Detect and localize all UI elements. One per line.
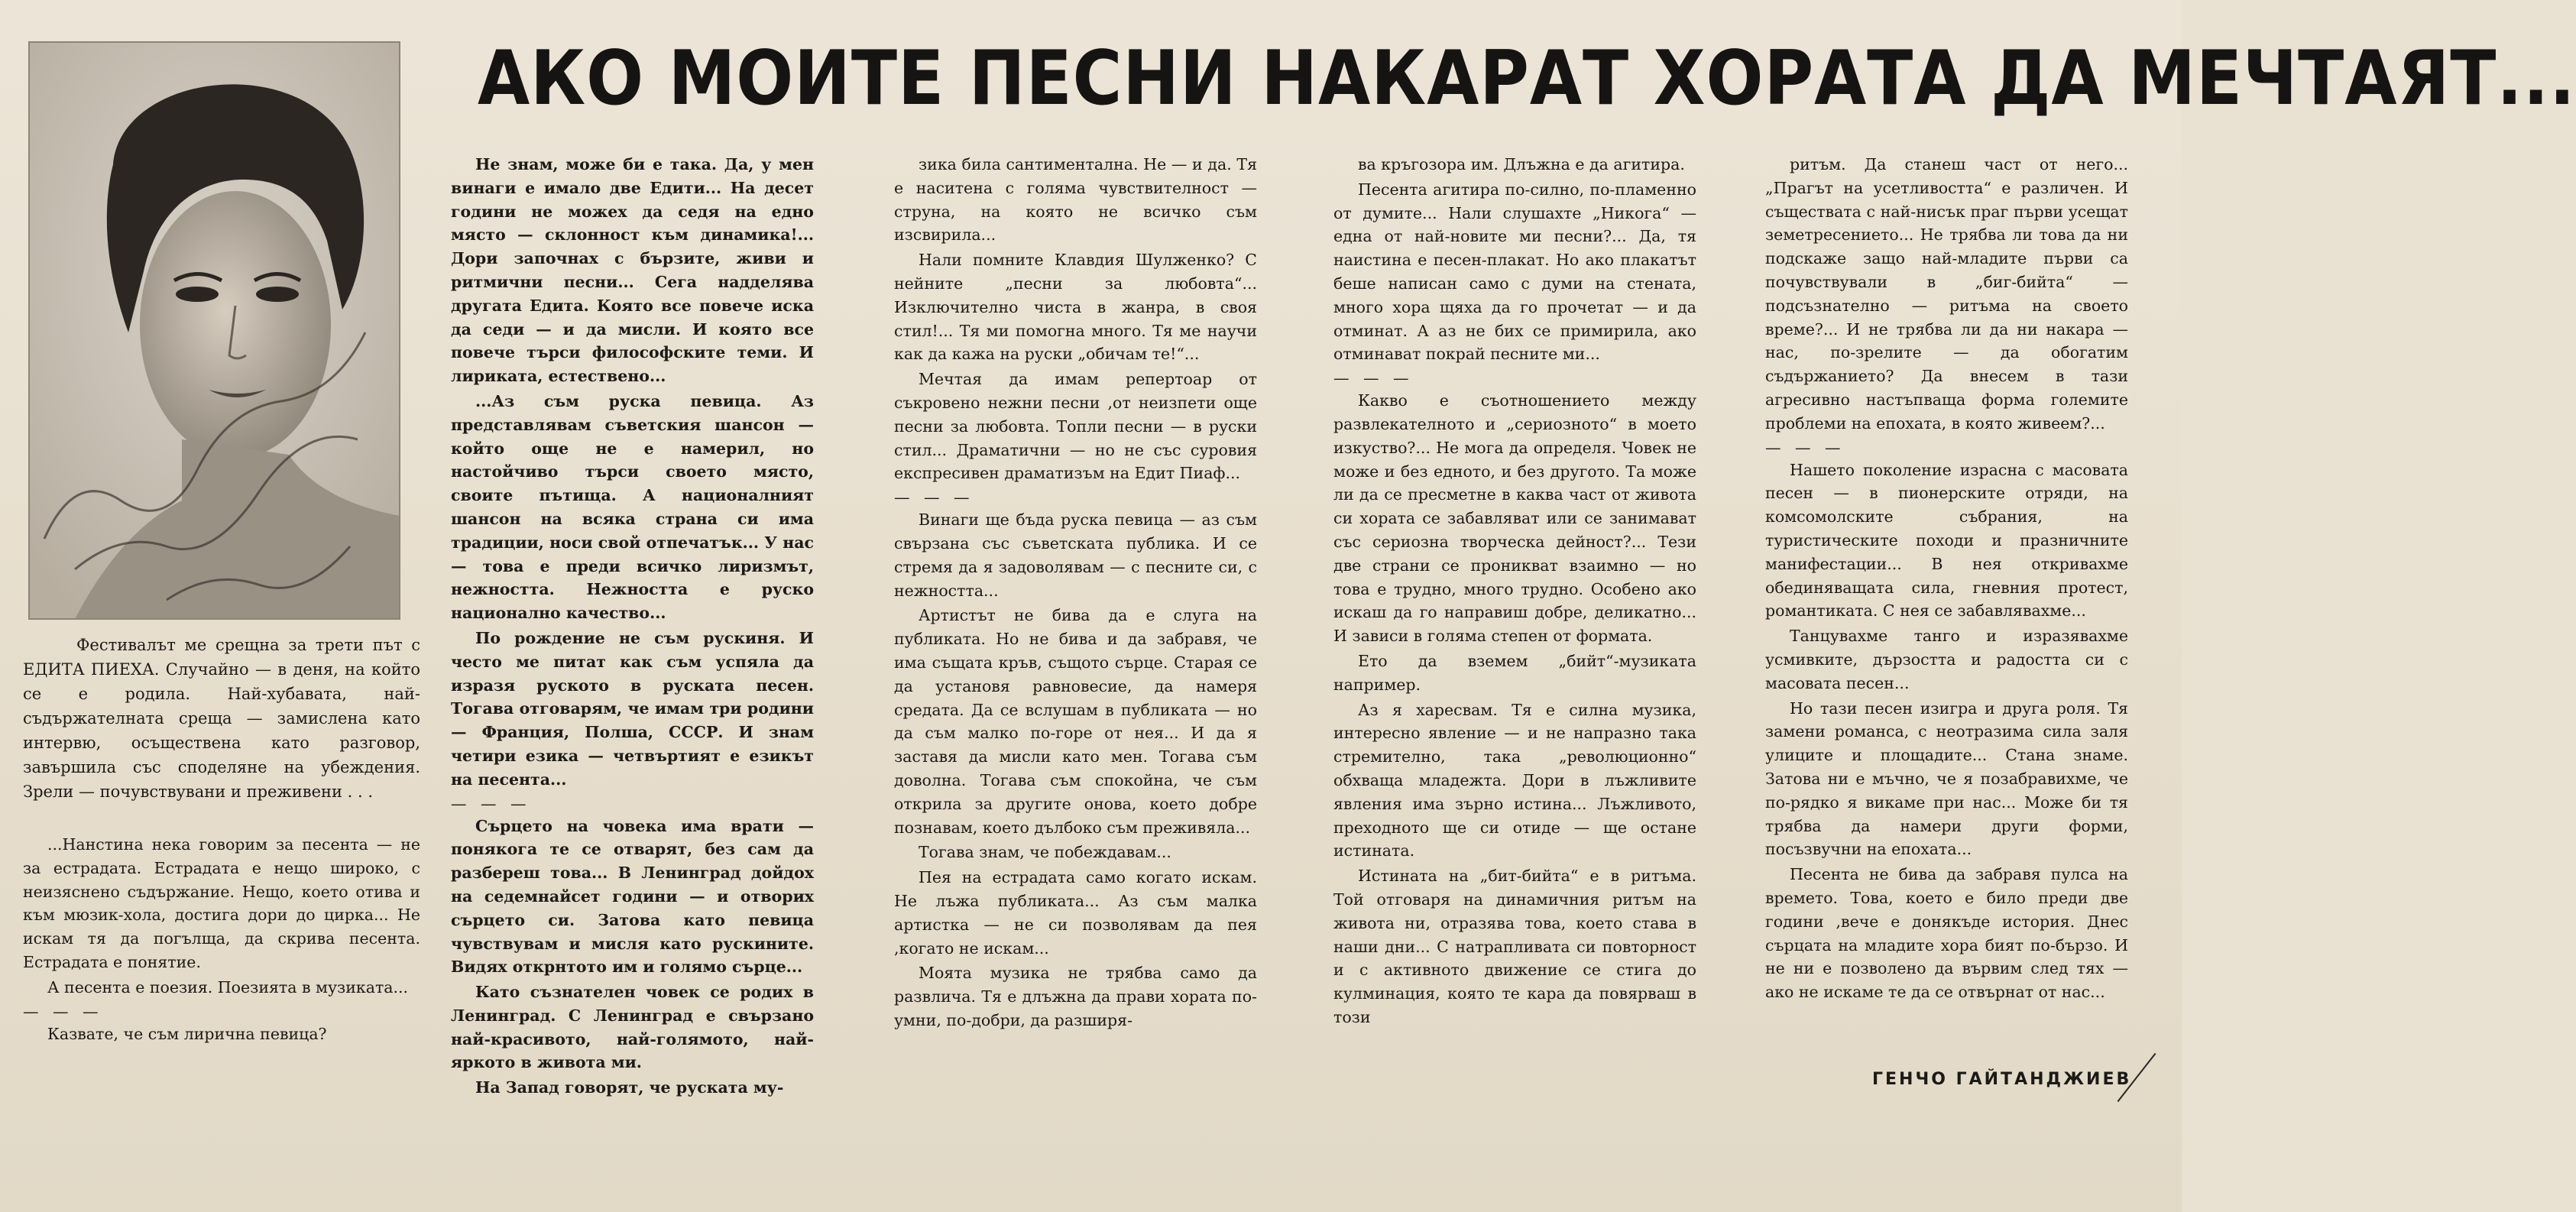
section-divider: — — — (894, 488, 974, 507)
paragraph: Не знам, може би е така. Да, у мен винаги е имало две Едити... На десет години не можех да седя на едно място — склонност към динамика!... Дори започнах с бързите, живи и ритмични песни... Сега надделява другата Едита. Която все повече иска да седи — и да мисли. И която все повече търси философските теми. И лириката, естествено... (451, 155, 814, 386)
article-headline: АКО МОИТЕ ПЕСНИ НАКАРАТ ХОРАТА ДА МЕЧТАЯТ... (478, 35, 2576, 122)
section-divider: — — — (23, 1002, 103, 1021)
paragraph: Като съзнателен човек се родих в Ленинград. С Ленинград е свързано най-красивото, най-голямото, най-яркото в живота ми. (451, 983, 814, 1072)
paragraph: Песента не бива да забравя пулса на времето. Това, което е било преди две години ,вече е донякъде история. Днес сърцата на младите хора бият по-бързо. И не ни е позволено да вървим след тях — ако не искаме те да се отвърнат от нас... (1765, 865, 2128, 1002)
paragraph: Артистът не бива да е слуга на публиката. Но не бива и да забравя, че има същата кръв, същото сърце. Старая се да установя равновесие, да намеря средата. Да се вслушам в публиката — но да съм малко по-горе от нея... И да я заставя да мисли като мен. Тогава съм доволна. Тогава съм спокойна, че съм открила за другите онова, което добре познавам, което дълбоко съм преживяла... (894, 606, 1257, 837)
paragraph: Мечтая да имам репертоар от съкровено нежни песни ,от неизпети още песни за любовта. Топли песни — в руски стил... Драматични — но не със суровия експресивен драматизъм на Едит Пиаф... (894, 370, 1257, 483)
paragraph: Тогава знам, че побеждавам... (919, 843, 1171, 862)
paragraph: Казвате, че съм лирична певица? (47, 1024, 327, 1043)
paragraph: зика била сантиментална. Не — и да. Тя е наситена с голяма чувствителност — струна, на която не всичко съм изсвирила... (894, 155, 1257, 245)
left-column-text (23, 833, 420, 1123)
section-divider: — — — (1333, 369, 1414, 388)
section-divider: — — — (1765, 438, 1845, 457)
paragraph: Нали помните Клавдия Шулженко? С нейните „песни за любовта“... Изключително чиста в жанра, в своя стил!... Тя ми помогна много. Тя ме научи как да кажа на руски „обичам те!“... (894, 251, 1257, 364)
paragraph: Моята музика не трябва само да развлича. Тя е длъжна да прави хората по-умни, по-добри, да разширя- (894, 964, 1257, 1029)
text-column-4 (1333, 153, 1696, 1116)
paragraph: Но тази песен изигра и друга роля. Тя замени романса, с неотразима сила заля улиците и площадите... Стана знаме. Затова ни е мъчно, че я позабравихме, че по-рядко я викаме при нас... Може би тя трябва да намери други форми, посъзвучни на епохата... (1765, 698, 2128, 859)
paragraph: ритъм. Да станеш част от него... „Прагът на усетливостта“ е различен. И съществата с най-нисък праг първи усещат земетресението... Не трябва ли това да ни подскаже защо най-младите първи са почувствували в „биг-бийта“ — подсъзнателно — ритъма на своето време?... И не трябва ли да ни накара — нас, по-зрелите — да обогатим съдържанието? Да внесем в тази агресивно настъпваща форма големите проблеми на епохата, в която живеем?... (1765, 155, 2128, 433)
paragraph: На Запад говорят, че руската му- (475, 1078, 784, 1097)
caption-text: Фестивалът ме срещна за трети път с ЕДИТА ПИЕХА. Случайно — в деня, на който се е родила. Най-хубавата, най-съдържателната среща — замислена като интервю, осъществена като разговор, завършила със споделяне на убеждения. Зрели — почувствувани и преживени . . . (23, 636, 420, 801)
paragraph: ва кръгозора им. Длъжна е да агитира. (1358, 155, 1685, 173)
singer-portrait-photo (29, 42, 400, 619)
paragraph: А песента е поезия. Поезията в музиката... (47, 977, 409, 996)
paragraph: Винаги ще бъда руска певица — аз съм свързана със съветската публика. И се стремя да я задоволявам — с песните си, с нежността... (894, 510, 1257, 600)
text-column-3 (894, 153, 1257, 1116)
paragraph: Аз я харесвам. Тя е силна музика, интересно явление — и не напразно така стремително, така „революционно“ обхваща младежта. Дори в лъжливите явления има зърно истина... Лъжливото, преходното ще си отиде — ще остане истината. (1333, 700, 1696, 860)
paragraph: Ето да вземем „бийт“-музиката например. (1333, 651, 1696, 694)
text-column-5 (1765, 153, 2128, 1116)
paragraph: Истината на „бит-бийта“ е в ритъма. Той отговаря на динамичния ритъм на живота ни, отразява това, което става в наши дни... С натрапливата си повторност и с активното движение се стига до кулминация, която те кара да повярваш в този (1333, 867, 1696, 1026)
paragraph: ...Аз съм руска певица. Аз представлявам съветския шансон — който още не е намерил, но настойчиво търси своето място, своите пътища. А националният шансон на всяка страна си има традиции, носи свой отпечатък... У нас — това е преди всичко лиризмът, нежността. Нежността е руско национално качество... (451, 391, 814, 623)
paragraph: Танцувахме танго и изразявахме усмивките, дързостта и радостта си с масовата песен... (1765, 627, 2128, 692)
photo-caption (23, 633, 420, 804)
section-divider: — — — (451, 794, 531, 813)
text-column-2 (451, 153, 814, 1116)
paragraph: Нашето поколение израсна с масовата песен — в пионерските отряди, на комсомолските събрания, на туристическите походи и празничните манифестации... В нея откривахме обединяващата сила, гневния протест, романтиката. С нея се забавлявахме... (1765, 460, 2128, 621)
paragraph: Сърцето на човека има врати — понякога те се отварят, без сам да разбереш това... В Ленинград дойдох на седемнайсет години — и отворих сърцето си. Затова като певица чувствувам и мисля като рускините. Видях открнтото им и голямо сърце... (451, 816, 814, 977)
paragraph: Пея на естрадата само когато искам. Не лъжа публиката... Аз съм малка артистка — не си позволявам да пея ,когато не искам... (894, 868, 1257, 958)
paragraph: ...Нанстина нека говорим за песента — не за естрадата. Естрадата е нещо широко, с неизяснено съдържание. Нещо, което отива и към мюзик-хола, достига дори до цирка... Не искам тя да погълща, да скрива песента. Естрадата е понятие. (23, 835, 420, 971)
author-byline: ГЕНЧО ГАЙТАНДЖИЕВ (1872, 1070, 2132, 1089)
paragraph: Песента агитира по-силно, по-пламенно от думите... Нали слушахте „Никога“ — една от най-новите ми песни?... Да, тя наистина е песен-плакат. Но ако плакатът беше написан само с думи на стената, много хора щяха да го прочетат — и да отминат. А аз не бих се примирила, ако отминават покрай песните ми... (1333, 180, 1696, 364)
paragraph: По рождение не съм рускиня. И често ме питат как съм успяла да изразя руското в руската песен. Тогава отговарям, че имам три родини — Франция, Полша, СССР. И знам четири езика — четвъртият е езикът на песента... (451, 628, 814, 789)
paragraph: Какво е съотношението между развлекателното и „сериозното“ в моето изкуство?... Не мога да определя. Човек не може и без едното, и без другото. Та може ли да се пресметне в каква част от живота си хората се забавляват или се занимават със сериозна творческа дейност?... Тези две страни се проникват взаимно — но това е трудно, много трудно. Особено ако искаш да го направиш добре, деликатно... И зависи в голяма степен от формата. (1333, 391, 1696, 646)
